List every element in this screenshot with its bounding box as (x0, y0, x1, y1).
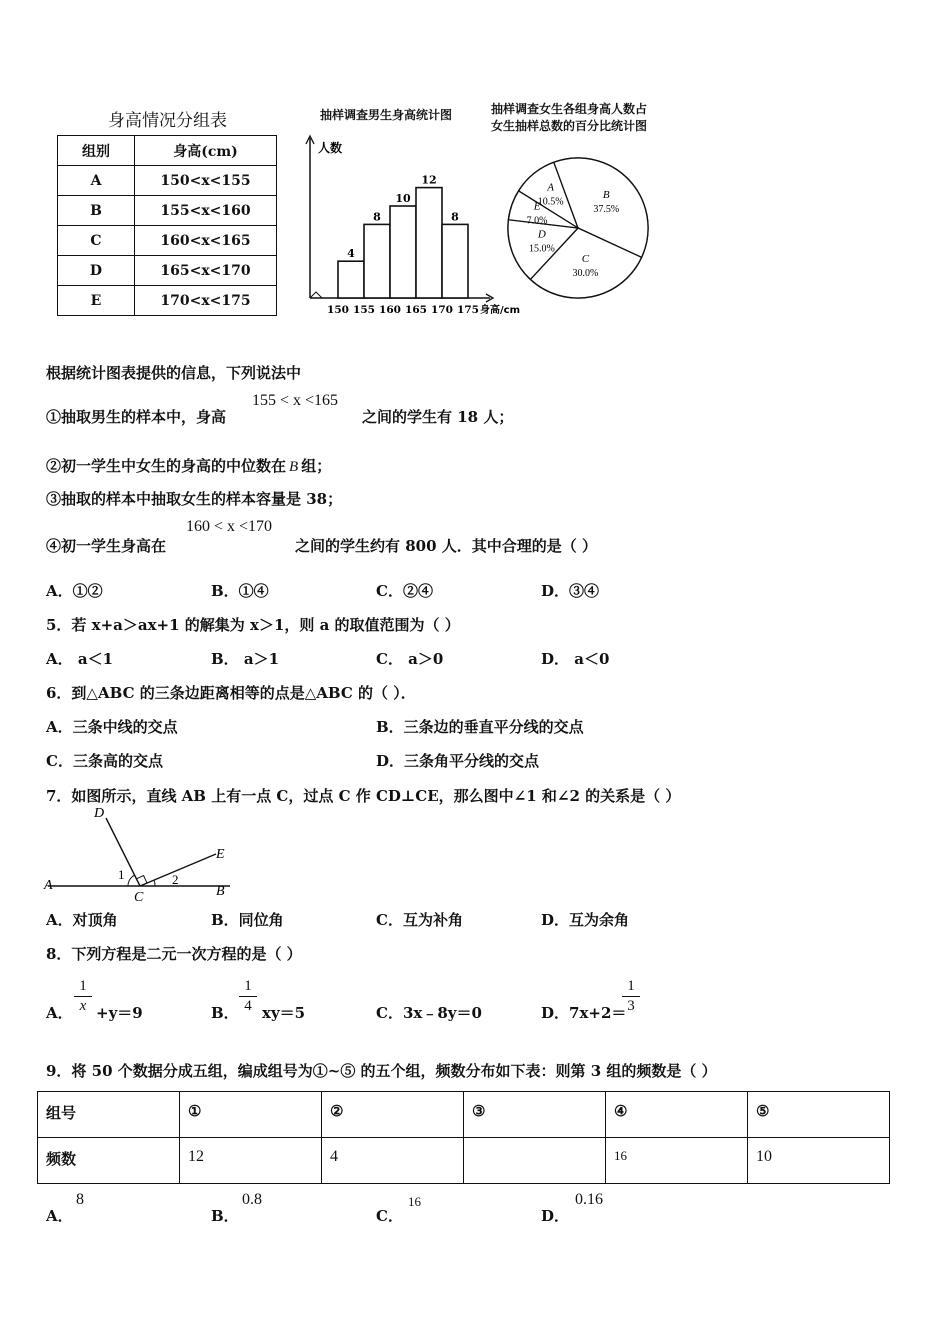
bar-chart-title: 抽样调查男生身高统计图 (320, 108, 453, 122)
height-range-cell: 160<x<165 (135, 226, 277, 256)
bar-value-label: 8 (373, 210, 381, 224)
fraction-denominator: 4 (244, 998, 252, 1014)
height-range-cell: 155<x<160 (135, 196, 277, 226)
pie-slice-percent: 7.0% (526, 215, 548, 227)
q5-option-c[interactable]: C． a＞0 (376, 650, 444, 668)
table-cell: ⑤ (748, 1092, 890, 1138)
q8-stem: 8．下列方程是二元一次方程的是（ ） (46, 945, 302, 963)
group-table-header-group: 组别 (58, 136, 135, 166)
q4-s4-pre: ④初一学生身高在 (46, 537, 167, 555)
fraction-denominator: 3 (627, 998, 635, 1014)
table-row (38, 1092, 890, 1138)
q8-option-a-rest: +y＝9 (96, 1004, 143, 1022)
x-tick-label: 150 (327, 304, 349, 316)
table-cell: 16 (606, 1138, 748, 1184)
fraction-numerator: 1 (244, 978, 252, 994)
y-axis-label: 人数 (318, 141, 343, 155)
group-cell: A (58, 166, 135, 196)
table-cell: 频数 (38, 1138, 180, 1184)
group-table-header-height: 身高(cm) (135, 136, 277, 166)
group-cell: D (58, 256, 135, 286)
fraction-numerator: 1 (79, 978, 87, 994)
q7-option-c[interactable]: C．互为补角 (376, 911, 463, 929)
q8-option-d[interactable]: D．7x+2＝ (541, 1004, 627, 1022)
pie-slice-percent: 37.5% (593, 203, 620, 215)
fraction-numerator: 1 (627, 978, 635, 994)
pie-slice-label: B (602, 188, 610, 201)
label-c: C (134, 890, 144, 905)
q4-s2-post: 组； (301, 457, 332, 475)
table-cell: ② (322, 1092, 464, 1138)
q4-s1-math: 155 < x <165 (252, 392, 339, 409)
table-cell: 组号 (38, 1092, 180, 1138)
q9-option-d[interactable]: D． (541, 1207, 570, 1225)
table-cell: ④ (606, 1092, 748, 1138)
bar (364, 224, 390, 298)
x-tick-label: 160 (379, 304, 401, 316)
pie-slice-label: D (537, 228, 546, 241)
height-range-cell: 150<x<155 (135, 166, 277, 196)
axis-break (310, 292, 322, 298)
table-cell: ③ (464, 1092, 606, 1138)
pie-slice-percent: 15.0% (528, 243, 555, 255)
pie-slice-percent: 30.0% (572, 267, 599, 279)
q6-stem: 6．到△ABC 的三条边距离相等的点是△ABC 的（ ）． (46, 684, 416, 702)
x-tick-label: 165 (405, 304, 427, 316)
bar (416, 188, 442, 298)
q9-option-d-value: 0.16 (575, 1191, 603, 1208)
table-cell: ① (180, 1092, 322, 1138)
bar-value-label: 12 (421, 173, 437, 187)
q7-option-d[interactable]: D．互为余角 (541, 911, 630, 929)
pie-chart (500, 140, 660, 310)
q9-option-a-value: 8 (76, 1191, 84, 1208)
table-cell: 12 (180, 1138, 322, 1184)
q6-option-b[interactable]: B．三条边的垂直平分线的交点 (376, 718, 584, 736)
q4-option-d[interactable]: D．③④ (541, 582, 600, 600)
height-range-cell: 170<x<175 (135, 286, 277, 316)
q8-option-b-prefix[interactable]: B． (211, 1004, 239, 1022)
q9-option-c[interactable]: C． (376, 1207, 403, 1225)
q9-option-b[interactable]: B． (211, 1207, 239, 1225)
q4-s2-math: B (289, 459, 299, 475)
q9-stem: 9．将 50 个数据分成五组，编成组号为①~⑤ 的五个组，频数分布如下表：则第 3 组的频数是（ ） (46, 1062, 717, 1080)
angle-2-arc (154, 880, 155, 886)
pie-chart-title-line2: 女生抽样总数的百分比统计图 (491, 119, 648, 133)
table-cell (464, 1138, 606, 1184)
q5-option-a[interactable]: A． a＜1 (46, 650, 114, 668)
x-axis-label: 身高/cm (480, 305, 520, 316)
q4-option-b[interactable]: B．①④ (211, 582, 269, 600)
angle-1-arc (128, 875, 135, 886)
bar-value-label: 4 (347, 247, 355, 261)
group-table (57, 135, 277, 316)
table-cell: 10 (748, 1138, 890, 1184)
pie-slice-percent: 10.5% (537, 196, 564, 208)
q8-option-a-fraction (74, 978, 92, 1015)
label-angle-2: 2 (172, 872, 179, 887)
table-row (38, 1138, 890, 1184)
x-tick-label: 155 (353, 304, 375, 316)
q7-option-b[interactable]: B．同位角 (211, 911, 284, 929)
q9-frequency-table (37, 1091, 890, 1184)
group-cell: C (58, 226, 135, 256)
q9-option-c-value: 16 (408, 1194, 421, 1209)
pie-chart-title-line1: 抽样调查女生各组身高人数占 (491, 102, 648, 116)
q6-option-a[interactable]: A．三条中线的交点 (46, 718, 178, 736)
q7-stem: 7．如图所示，直线 AB 上有一点 C，过点 C 作 CD⊥CE，那么图中∠1 和∠2 的关系是（ ） (46, 787, 681, 805)
label-a: A (44, 878, 53, 893)
q4-statement-3: ③抽取的样本中抽取女生的样本容量是 38； (46, 490, 343, 508)
q7-angle-figure (40, 800, 240, 905)
bar (442, 224, 468, 298)
q8-option-c[interactable]: C．3x﹣8y＝0 (376, 1004, 482, 1022)
q4-s4-math: 160 < x <170 (186, 518, 273, 535)
q4-statement-1 (46, 406, 226, 427)
label-angle-1: 1 (118, 867, 125, 882)
group-cell: E (58, 286, 135, 316)
label-d: D (94, 806, 105, 821)
q9-option-b-value: 0.8 (242, 1191, 262, 1208)
q4-s4-post: 之间的学生约有 800 人．其中合理的是（ ） (295, 537, 597, 555)
x-tick-label: 170 (431, 304, 453, 316)
bar (390, 206, 416, 298)
q5-option-d[interactable]: D． a＜0 (541, 650, 610, 668)
pie-slice-label: C (581, 252, 590, 265)
q5-option-b[interactable]: B． a＞1 (211, 650, 280, 668)
table-cell: 4 (322, 1138, 464, 1184)
q4-s2-pre: ②初一学生中女生的身高的中位数在 (46, 457, 287, 475)
q4-option-a[interactable]: A．①② (46, 582, 103, 600)
q4-statement-2 (46, 455, 331, 476)
fraction-denominator: x (79, 998, 87, 1014)
bar-value-label: 10 (395, 192, 411, 205)
q4-option-c[interactable]: C．②④ (376, 582, 433, 600)
bar (338, 261, 364, 298)
q4-s1-post: 之间的学生有 18 人； (362, 408, 514, 426)
q7-option-a[interactable]: A．对顶角 (46, 911, 118, 929)
height-range-cell: 165<x<170 (135, 256, 277, 286)
q4-s1-pre: ①抽取男生的样本中，身高 (46, 408, 227, 426)
q6-option-d[interactable]: D．三条角平分线的交点 (376, 752, 540, 770)
q9-option-a[interactable]: A． (46, 1207, 73, 1225)
group-cell: B (58, 196, 135, 226)
pie-slice-label: E (533, 200, 541, 213)
bar-value-label: 8 (451, 210, 459, 224)
q8-option-d-fraction (622, 978, 640, 1015)
bar-chart (290, 130, 530, 325)
x-tick-label: 175 (457, 304, 479, 316)
q8-option-b-fraction (239, 978, 257, 1015)
q6-option-c[interactable]: C．三条高的交点 (46, 752, 163, 770)
q8-option-b-rest: xy＝5 (262, 1004, 306, 1022)
group-table-title: 身高情况分组表 (108, 111, 227, 131)
label-b: B (216, 884, 225, 899)
q4-intro: 根据统计图表提供的信息，下列说法中 (46, 364, 302, 382)
q8-option-a-prefix[interactable]: A． (46, 1004, 73, 1022)
pie-slice-label: A (547, 181, 554, 194)
q5-stem: 5．若 x+a＞ax+1 的解集为 x＞1，则 a 的取值范围为（ ） (46, 616, 460, 634)
label-e: E (216, 847, 225, 862)
